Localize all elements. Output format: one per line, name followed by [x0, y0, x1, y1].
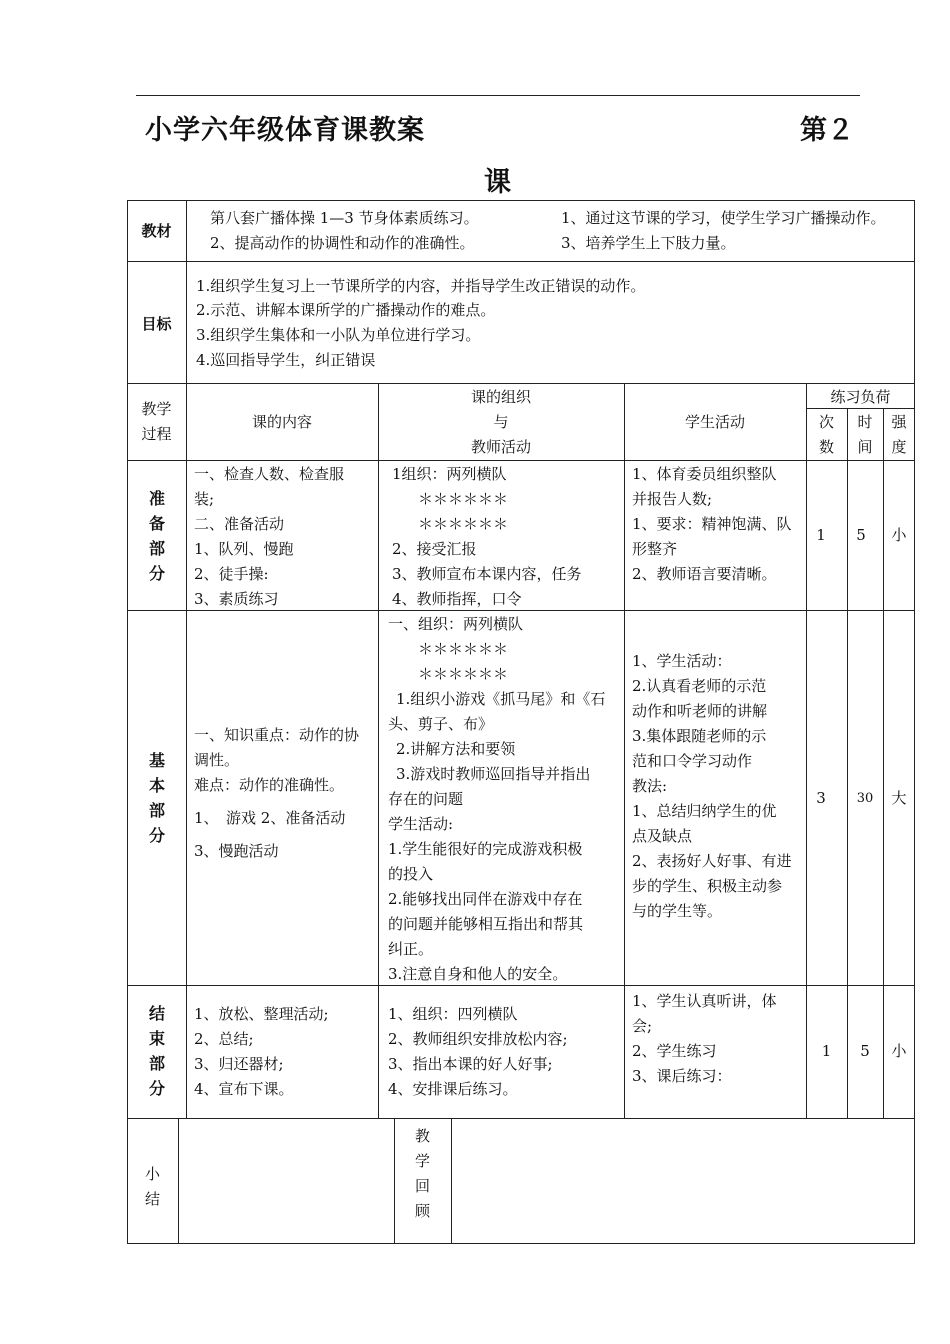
basic-content: 一、知识重点：动作的协 调性。 难点：动作的准确性。 1、 游戏 2、准备活动 3、慢跑活动 [194, 726, 360, 860]
goal-label: 目标 [141, 315, 172, 333]
basic-student-activity: 1、学生活动： 2.认真看老师的示范 动作和听老师的讲解 3.集体跟随老师的示 范和口令学习动作 教法: 1、总结归纳学生的优 点及缺点 2、表扬好人好事、有进 步的学生、积极主动参 与的学生等。 [632, 652, 792, 920]
prep-times: 1 [816, 526, 826, 544]
goal-item-1: 1.组织学生复习上一节课所学的内容，并指导学生改正错误的动作。 [196, 277, 646, 295]
teaching-review-field[interactable] [452, 1119, 914, 1243]
summary-label: 小 结 [144, 1165, 160, 1208]
prep-content: 一、检查人数、检查服 装; 二、准备活动 1、队列、慢跑 2、徒手操: 3、素质练习 [194, 465, 345, 608]
end-intensity: 小 [891, 1042, 907, 1060]
end-time: 5 [860, 1042, 870, 1060]
prep-intensity: 小 [891, 526, 907, 544]
teaching-review-label: 教 学 回 顾 [414, 1127, 430, 1220]
time-header: 时 间 [857, 413, 873, 456]
lesson-suffix: 课 [484, 167, 511, 198]
student-activity-header: 学生活动 [684, 413, 745, 431]
load-header: 练习负荷 [830, 388, 891, 406]
material-line2b: 3、培养学生上下肢力量。 [561, 234, 736, 252]
goal-item-3: 3.组织学生集体和一小队为单位进行学习。 [196, 326, 481, 344]
header-rule [136, 95, 860, 96]
basic-time: 30 [856, 791, 874, 806]
page-title: 小学六年级体育课教案 [145, 115, 425, 146]
goal-item-4: 4.巡回指导学生，纠正错误 [196, 351, 376, 369]
prep-label: 准 备 部 分 [148, 489, 165, 583]
material-label: 教材 [141, 222, 172, 240]
prep-organization: 1组织：两列横队 ＊＊＊＊＊＊ ＊＊＊＊＊＊ 2、接受汇报 3、教师宣布本课内容，任务 4、教师指挥，口令 [392, 465, 582, 608]
basic-organization: 一、组织：两列横队 ＊＊＊＊＊＊ ＊＊＊＊＊＊ 1.组织小游戏《抓马尾》和《石 头、剪子、布》 2.讲解方法和要领 3.游戏时教师巡回指导并指出 存在的问题 学生活动: 1.学生能很好的完成游戏积极 的投入 2.能够找出同伴在游戏中存在 的问题并能够相互指出和帮其 纠正。 3.注意自身和他人的安全。 [388, 615, 606, 983]
content-header: 课的内容 [251, 413, 312, 431]
prep-student-activity: 1、体育委员组织整队 并报告人数; 1、要求：精神饱满、队 形整齐 2、教师语言要清晰。 [632, 465, 792, 583]
organization-header: 课的组织 与 教师活动 [470, 388, 531, 456]
process-header: 教学 过程 [141, 400, 172, 443]
summary-field[interactable] [179, 1119, 393, 1243]
prep-time: 5 [856, 526, 866, 544]
end-label: 结 束 部 分 [148, 1004, 165, 1098]
end-times: 1 [821, 1042, 832, 1060]
basic-label: 基 本 部 分 [148, 751, 165, 845]
basic-times: 3 [816, 789, 826, 807]
material-line2a: 2、提高动作的协调性和动作的准确性。 [210, 234, 475, 252]
times-header: 次 数 [818, 413, 834, 456]
goal-item-2: 2.示范、讲解本课所学的广播操动作的难点。 [196, 301, 496, 319]
end-student-activity: 1、学生认真听讲，体 会; 2、学生练习 3、课后练习： [632, 992, 777, 1085]
end-organization: 1、组织：四列横队 2、教师组织安排放松内容; 3、指出本课的好人好事; 4、安排课后练习。 [388, 1005, 568, 1098]
material-line1b: 1、通过这节课的学习，使学生学习广播操动作。 [561, 209, 886, 227]
material-line1a: 第八套广播体操 1—3 节身体素质练习。 [210, 209, 479, 227]
basic-intensity: 大 [891, 789, 907, 807]
lesson-number: 第２ [800, 115, 854, 146]
end-content: 1、放松、整理活动; 2、总结; 3、归还器材; 4、宣布下课。 [194, 1005, 329, 1098]
intensity-header: 强 度 [891, 413, 907, 456]
